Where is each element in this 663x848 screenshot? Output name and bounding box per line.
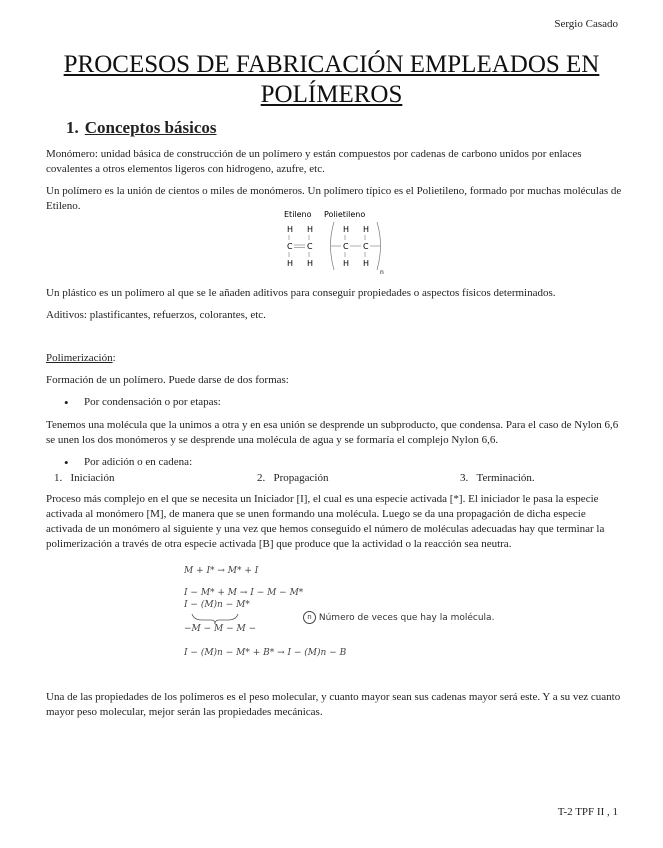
bullet-icon: • — [64, 395, 69, 410]
list-item-label: Por adición o en cadena: — [84, 456, 193, 468]
paragraph-proceso: Proceso más complejo en el que se necesita un Iniciador [I], el cual es una especie activada [*]. El iniciador le pasa la especie activada al monómero [M], de manera que se unen formando una molécula. Luego se da una propagación de dicha especie activada de un monómero al siguiente y una vez que hemos conseguido el número de moléculas adecuadas hay que terminar la polimerización a través de otra especie activada [B] que produce que la actividad o la reacción sea neutra. — [46, 493, 605, 550]
n-badge-text: n — [307, 613, 312, 621]
atom-h: H — [343, 225, 350, 234]
polimerizacion-heading-colon: : — [112, 352, 116, 364]
polimerizacion-heading — [46, 351, 622, 366]
equation-propagation: I − M* + M → I − M − M* — [184, 588, 304, 598]
page-footer: T-2 TPF II , 1 — [557, 806, 618, 818]
atom-h: H — [343, 259, 350, 268]
bullet-icon: • — [64, 455, 69, 470]
atom-c: C — [343, 242, 349, 251]
atom-c: C — [307, 242, 313, 251]
step-terminacion — [460, 472, 535, 484]
equation-initiation: M + I* → M* + I — [184, 566, 259, 576]
step-label: Iniciación — [70, 472, 115, 484]
subscript-n: n — [380, 269, 384, 276]
atom-h: H — [363, 225, 370, 234]
document-title: PROCESOS DE FABRICACIÓN EMPLEADOS EN POLÍMEROS — [63, 51, 600, 108]
atom-h: H — [307, 259, 314, 268]
paragraph-plastico: Un plástico es un polímero al que se le añaden aditivos para conseguir propiedades o aspectos físicos determinados. — [46, 287, 556, 299]
step-propagacion — [257, 472, 328, 484]
step-number: 2. — [257, 472, 266, 484]
atom-c: C — [287, 242, 293, 251]
equation-termination: I − (M)n − M* + B* → I − (M)n − B — [184, 648, 347, 658]
n-badge-icon — [303, 611, 316, 624]
paragraph-aditivos: Aditivos: plastificantes, refuerzos, colorantes, etc. — [46, 309, 266, 321]
paragraph-monomero: Monómero: unidad básica de construcción de un polímero y están compuestos por cadenas de carbono unidos por enlaces covalentes a otros elementos ligeros con hidrogeno, azufre, etc. — [46, 148, 582, 175]
annotation-text: Número de veces que hay la molécula. — [318, 613, 495, 623]
atom-h: H — [363, 259, 370, 268]
equation-chain: I − (M)n − M* — [184, 600, 250, 610]
paragraph-polimero: Un polímero es la unión de cientos o miles de monómeros. Un polímero típico es el Polietileno, formado por muchas moléculas de Etileno. — [46, 185, 622, 212]
equation-repeat-unit: −M − M − M − — [184, 624, 257, 634]
step-number: 3. — [460, 472, 469, 484]
step-label: Terminación. — [476, 472, 535, 484]
paragraph-peso: Una de las propiedades de los polímeros es el peso molecular, y cuanto mayor sean sus cadenas mayor será este. Y a su vez cuanto mayor peso molecular, mejor serán las propiedades mecánicas. — [46, 691, 621, 718]
atom-h: H — [287, 225, 294, 234]
paragraph-condensacion: Tenemos una molécula que la unimos a otra y en esa unión se desprende un subproducto, que condensa. Para el caso de Nylon 6,6 se unen los dos monómeros y se desprende una molécula de agua y se formaría el complejo Nylon 6,6. — [46, 419, 619, 446]
atom-h: H — [287, 259, 294, 268]
header-author: Sergio Casado — [554, 18, 618, 30]
annotation-n — [303, 611, 494, 624]
list-item-label: Por condensación o por etapas: — [84, 396, 221, 408]
polyethylene-structure-figure — [280, 208, 400, 278]
polietileno-label: Polietileno — [324, 210, 366, 219]
section-heading — [66, 118, 217, 138]
section-title: Conceptos básicos — [84, 118, 217, 137]
step-label: Propagación — [273, 472, 329, 484]
step-number: 1. — [54, 472, 63, 484]
paragraph-formacion: Formación de un polímero. Puede darse de dos formas: — [46, 374, 289, 386]
step-iniciacion — [54, 472, 114, 484]
atom-h: H — [307, 225, 314, 234]
section-number: 1. — [66, 118, 79, 137]
polimerizacion-heading-text: Polimerización — [46, 352, 113, 364]
etileno-label: Etileno — [284, 210, 312, 219]
atom-c: C — [363, 242, 369, 251]
